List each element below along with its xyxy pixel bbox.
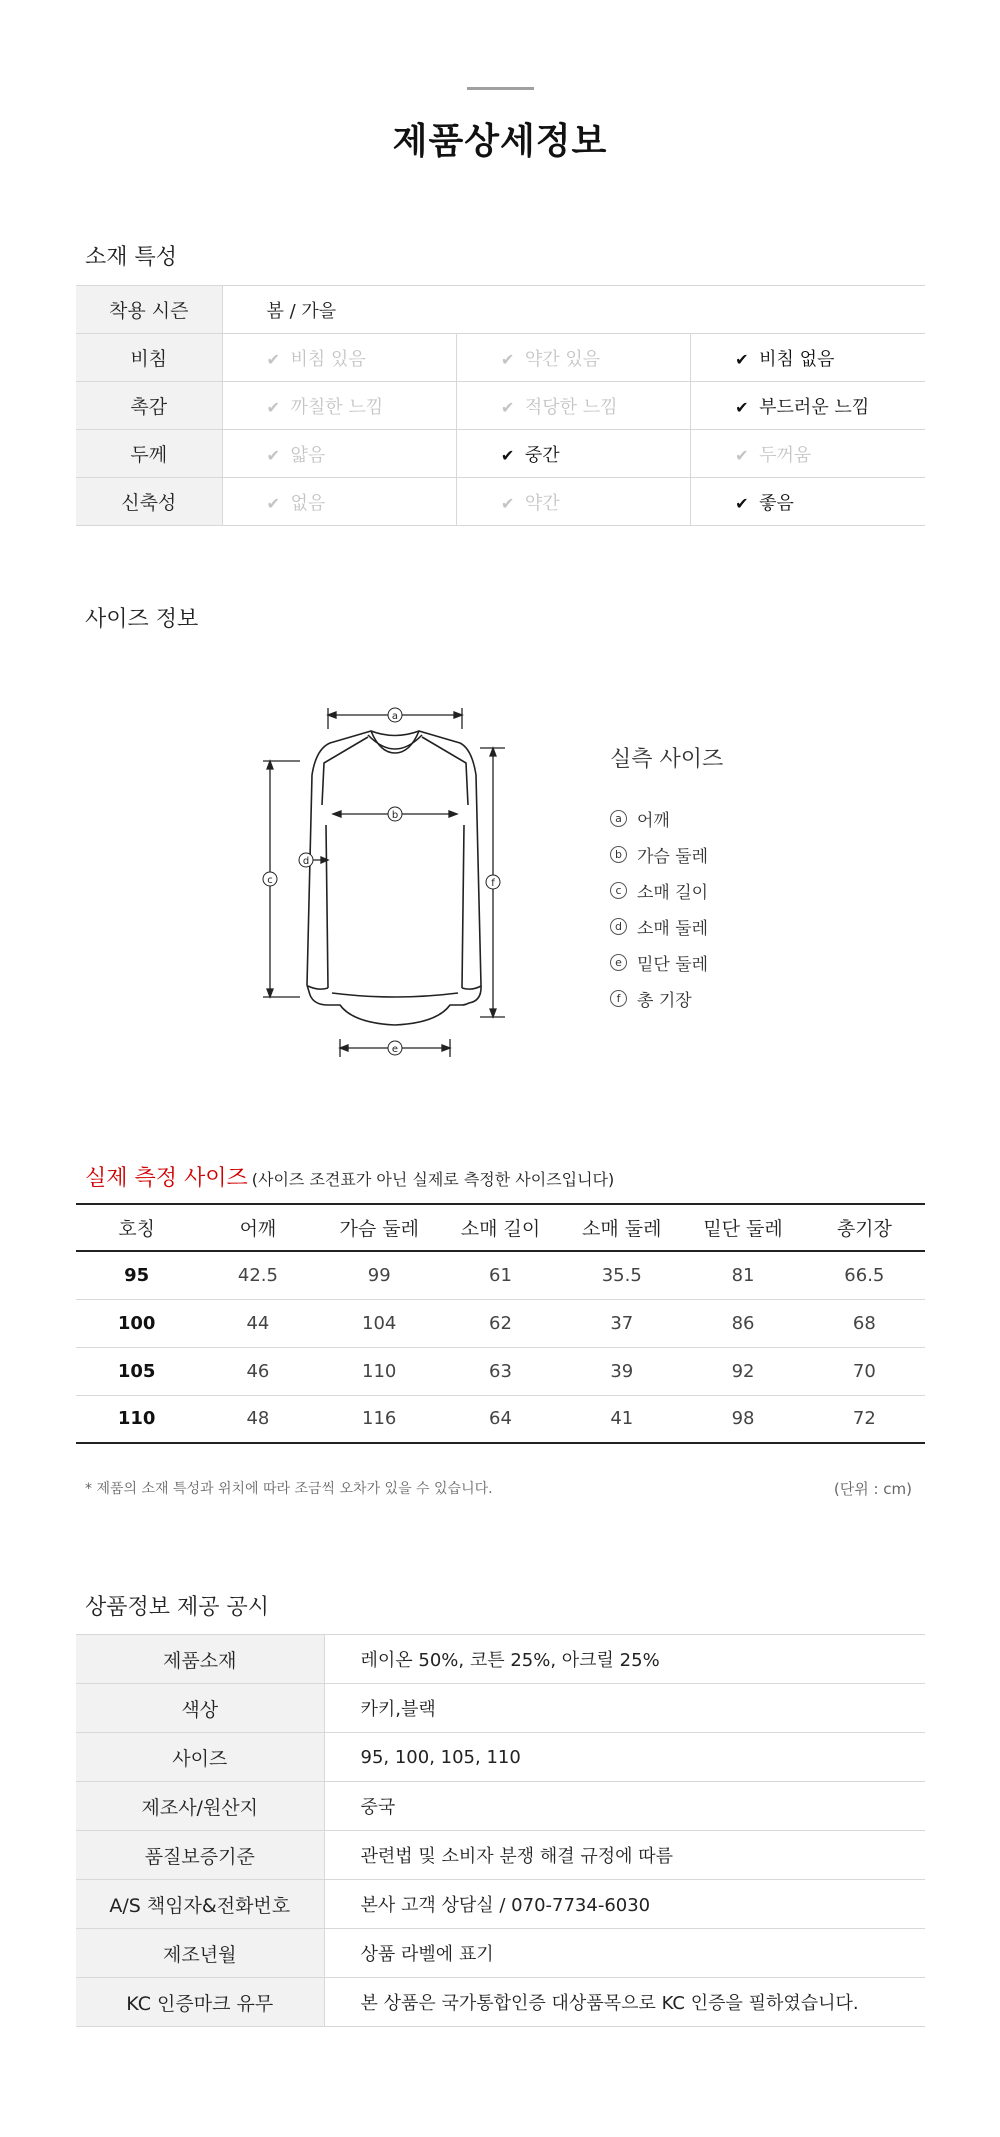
check-icon: ✔ [735, 397, 749, 417]
measure-note: (사이즈 조견표가 아닌 실제로 측정한 사이즈입니다) [251, 1170, 615, 1189]
size-name-cell: 105 [76, 1347, 197, 1395]
notice-rows [76, 1635, 925, 2027]
notice-table [76, 1634, 925, 2027]
size-value-cell: 48 [197, 1395, 318, 1443]
size-value-cell: 72 [804, 1395, 925, 1443]
size-value-cell: 70 [804, 1347, 925, 1395]
notice-row [76, 1831, 925, 1880]
notice-value: 관련법 및 소비자 분쟁 해결 규정에 따름 [324, 1831, 925, 1880]
legend-mark: a [610, 810, 627, 827]
check-icon: ✔ [500, 397, 515, 417]
legend-text: 밑단 둘레 [637, 954, 709, 975]
measure-title-text: 실제 측정 사이즈 [85, 1166, 248, 1191]
size-column-header: 호칭 [76, 1204, 197, 1251]
notice-row [76, 1880, 925, 1929]
legend-item [610, 872, 708, 908]
notice-row [76, 1929, 925, 1978]
material-option-text: 비침 있음 [290, 348, 366, 370]
material-row [76, 334, 925, 382]
season-value: 봄 / 가을 [222, 286, 925, 334]
svg-text:c: c [267, 875, 273, 886]
check-icon: ✔ [500, 349, 515, 369]
legend-mark: b [610, 846, 627, 863]
size-value-cell: 104 [319, 1299, 440, 1347]
check-icon: ✔ [266, 397, 280, 417]
material-option-text: 부드러운 느낌 [759, 396, 870, 418]
notice-label: 사이즈 [76, 1733, 324, 1782]
check-icon: ✔ [266, 445, 280, 465]
material-option-text: 없음 [290, 492, 326, 514]
material-option-text: 얇음 [290, 444, 326, 466]
material-option [222, 382, 456, 430]
size-value-cell: 98 [682, 1395, 803, 1443]
material-option [456, 478, 690, 526]
notice-value: 본 상품은 국가통합인증 대상품목으로 KC 인증을 필하였습니다. [324, 1978, 925, 2027]
size-value-cell: 61 [440, 1251, 561, 1299]
notice-row [76, 1782, 925, 1831]
material-row [76, 478, 925, 526]
legend-text: 소매 길이 [637, 882, 709, 903]
material-row-label: 두께 [76, 430, 222, 478]
sweater-diagram [240, 705, 540, 1065]
size-row [76, 1347, 925, 1395]
size-row [76, 1251, 925, 1299]
size-value-cell: 66.5 [804, 1251, 925, 1299]
size-value-cell: 42.5 [197, 1251, 318, 1299]
legend-mark: f [610, 990, 627, 1007]
size-value-cell: 64 [440, 1395, 561, 1443]
legend-item [610, 980, 708, 1016]
material-option [691, 382, 925, 430]
legend-mark: c [610, 882, 627, 899]
legend-text: 소매 둘레 [637, 918, 709, 939]
legend-text: 가슴 둘레 [637, 846, 709, 867]
material-option [456, 382, 690, 430]
size-value-cell: 41 [561, 1395, 682, 1443]
size-section-title: 사이즈 정보 [85, 607, 199, 632]
material-option [691, 478, 925, 526]
notice-value: 본사 고객 상담실 / 070-7734-6030 [324, 1880, 925, 1929]
title-decor-rule [467, 87, 534, 90]
notice-label: 색상 [76, 1684, 324, 1733]
notice-label: 제품소재 [76, 1635, 324, 1684]
size-column-header: 총기장 [804, 1204, 925, 1251]
material-row-label: 신축성 [76, 478, 222, 526]
notice-section-title: 상품정보 제공 공시 [85, 1595, 270, 1620]
material-row [76, 430, 925, 478]
material-option [222, 430, 456, 478]
size-value-cell: 110 [319, 1347, 440, 1395]
material-option-text: 두꺼움 [759, 444, 812, 466]
material-option [222, 334, 456, 382]
size-column-header: 어깨 [197, 1204, 318, 1251]
size-column-header: 가슴 둘레 [319, 1204, 440, 1251]
size-value-cell: 81 [682, 1251, 803, 1299]
notice-label: 제조사/원산지 [76, 1782, 324, 1831]
svg-text:f: f [491, 878, 495, 889]
unit-note: (단위 : cm) [833, 1480, 912, 1498]
notice-value: 레이온 50%, 코튼 25%, 아크릴 25% [324, 1635, 925, 1684]
size-value-cell: 68 [804, 1299, 925, 1347]
size-footnote: * 제품의 소재 특성과 위치에 따라 조금씩 오차가 있을 수 있습니다. [85, 1481, 493, 1497]
size-value-cell: 86 [682, 1299, 803, 1347]
size-table-header [76, 1204, 925, 1251]
size-row [76, 1299, 925, 1347]
legend-item [610, 944, 708, 980]
page-title: 제품상세정보 [392, 121, 608, 162]
notice-row [76, 1978, 925, 2027]
notice-label: 제조년월 [76, 1929, 324, 1978]
notice-row [76, 1635, 925, 1684]
measure-title [85, 1161, 614, 1192]
svg-text:d: d [302, 856, 310, 867]
svg-text:b: b [391, 810, 399, 821]
size-name-cell: 100 [76, 1299, 197, 1347]
legend-text: 어깨 [637, 810, 670, 831]
size-value-cell: 92 [682, 1347, 803, 1395]
material-option [456, 430, 690, 478]
material-option-text: 약간 있음 [524, 348, 601, 370]
check-icon: ✔ [735, 445, 749, 465]
size-value-cell: 37 [561, 1299, 682, 1347]
size-row [76, 1395, 925, 1443]
notice-row [76, 1733, 925, 1782]
material-section-title: 소재 특성 [85, 245, 178, 270]
material-row-season [76, 286, 925, 334]
size-value-cell: 63 [440, 1347, 561, 1395]
check-icon: ✔ [500, 493, 515, 513]
material-table [76, 285, 925, 526]
material-option-text: 좋음 [759, 492, 794, 514]
notice-value: 카키,블랙 [324, 1684, 925, 1733]
check-icon: ✔ [735, 493, 749, 513]
notice-value: 95, 100, 105, 110 [324, 1733, 925, 1782]
size-value-cell: 116 [319, 1395, 440, 1443]
material-row [76, 382, 925, 430]
legend-text: 총 기장 [637, 990, 692, 1011]
legend-item [610, 836, 708, 872]
size-table [76, 1203, 925, 1444]
material-row-label: 촉감 [76, 382, 222, 430]
material-option [691, 334, 925, 382]
notice-label: A/S 책임자&전화번호 [76, 1880, 324, 1929]
check-icon: ✔ [500, 445, 515, 465]
material-row-label: 비침 [76, 334, 222, 382]
material-option-text: 비침 없음 [759, 348, 835, 370]
material-option-text: 중간 [524, 444, 560, 466]
size-value-cell: 99 [319, 1251, 440, 1299]
size-column-header: 밑단 둘레 [682, 1204, 803, 1251]
notice-value: 상품 라벨에 표기 [324, 1929, 925, 1978]
svg-text:e: e [391, 1044, 399, 1055]
notice-label: KC 인증마크 유무 [76, 1978, 324, 2027]
material-option [222, 478, 456, 526]
size-name-cell: 110 [76, 1395, 197, 1443]
legend-mark: d [610, 918, 627, 935]
material-option [456, 334, 690, 382]
legend-mark: e [610, 954, 627, 971]
material-option-text: 적당한 느낌 [524, 396, 618, 418]
size-name-cell: 95 [76, 1251, 197, 1299]
material-row-label: 착용 시즌 [76, 286, 222, 334]
notice-label: 품질보증기준 [76, 1831, 324, 1880]
size-value-cell: 35.5 [561, 1251, 682, 1299]
legend-item [610, 800, 708, 836]
notice-row [76, 1684, 925, 1733]
size-table-body [76, 1251, 925, 1443]
sweater-outline [307, 731, 481, 1025]
size-value-cell: 46 [197, 1347, 318, 1395]
size-column-header: 소매 길이 [440, 1204, 561, 1251]
check-icon: ✔ [266, 349, 280, 369]
check-icon: ✔ [735, 349, 749, 369]
material-option-text: 까칠한 느낌 [290, 396, 384, 418]
size-value-cell: 62 [440, 1299, 561, 1347]
legend-item [610, 908, 708, 944]
check-icon: ✔ [266, 493, 280, 513]
notice-value: 중국 [324, 1782, 925, 1831]
material-option-text: 약간 [524, 492, 560, 514]
size-value-cell: 44 [197, 1299, 318, 1347]
material-rows [76, 334, 925, 526]
size-value-cell: 39 [561, 1347, 682, 1395]
material-option [691, 430, 925, 478]
svg-text:a: a [391, 711, 399, 722]
legend-list [610, 800, 708, 1016]
size-column-header: 소매 둘레 [561, 1204, 682, 1251]
legend-title: 실측 사이즈 [610, 747, 724, 772]
